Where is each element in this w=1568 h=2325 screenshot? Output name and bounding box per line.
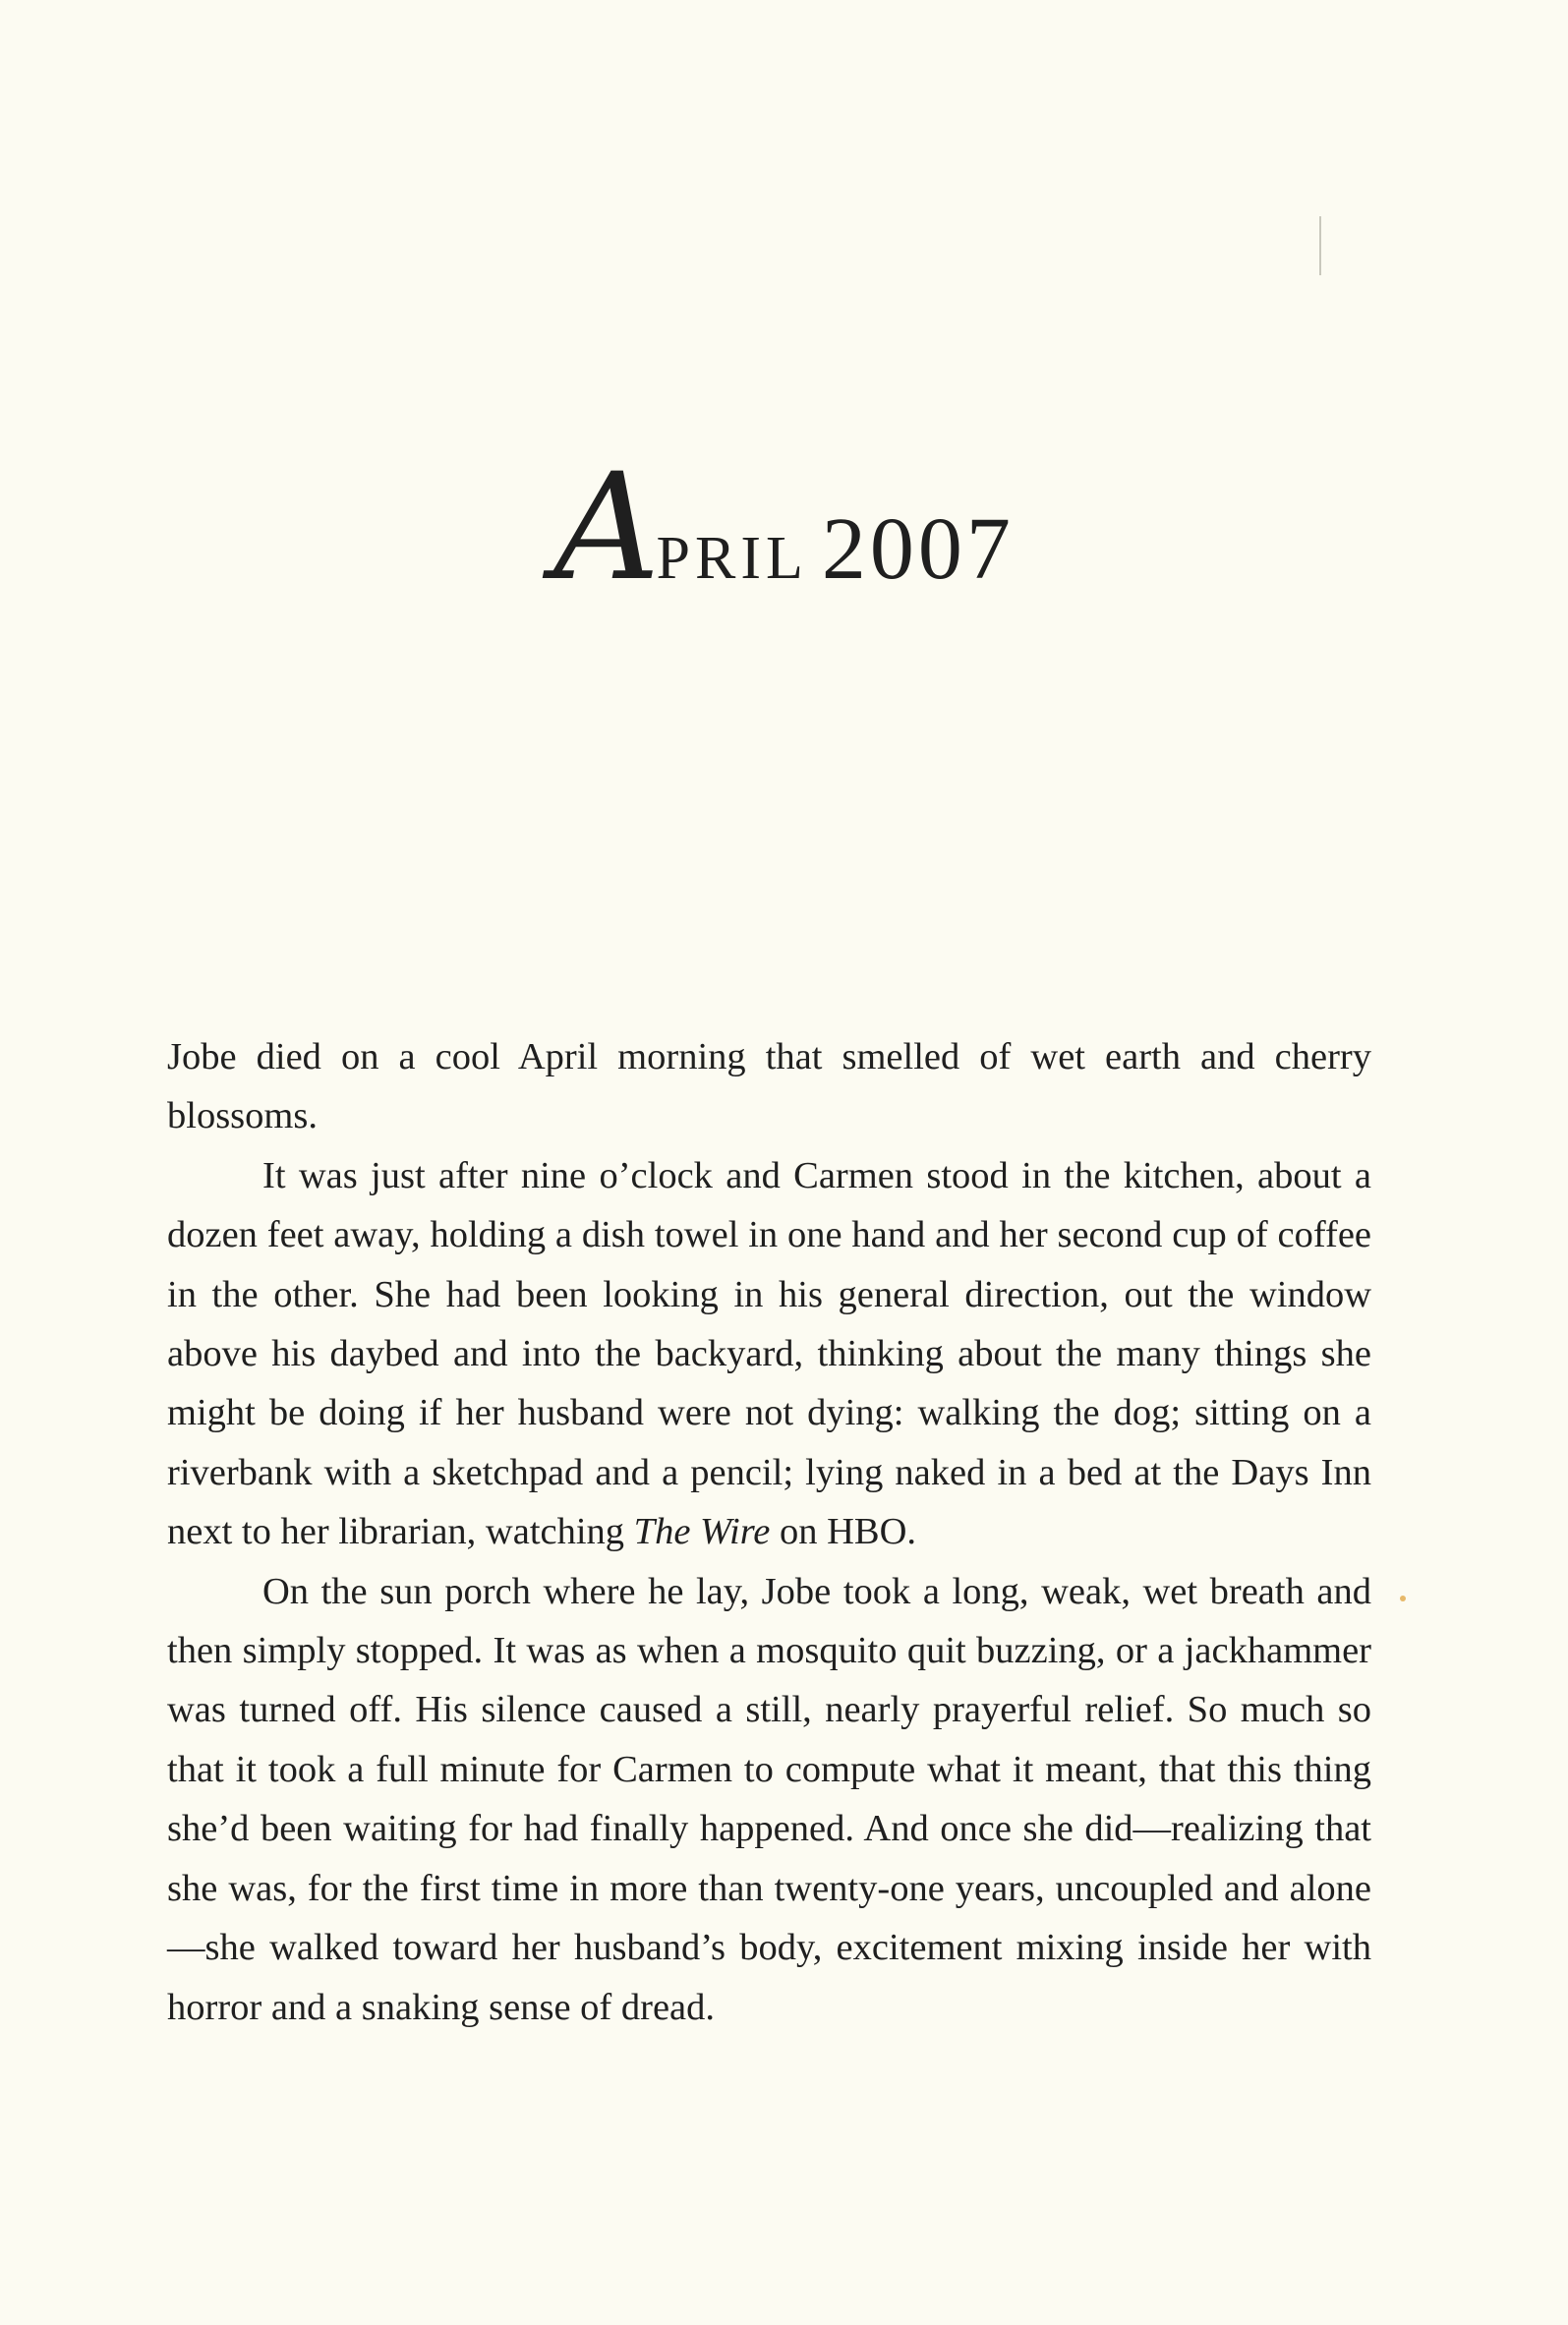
show-title: The Wire <box>633 1511 771 1553</box>
paragraph-2-end: on HBO. <box>770 1511 917 1553</box>
paragraph-1: Jobe died on a cool April morning that smelled of wet earth and cherry blossoms. <box>167 1036 1371 1137</box>
heading-initial: A <box>553 442 657 613</box>
paper-speck <box>1400 1596 1406 1601</box>
paragraph-3: On the sun porch where he lay, Jobe took a long, weak, wet breath and then simply stopped. It was as when a mosquito quit buzzing, or a jackhammer was turned off. His silence caused a still, nearly prayerful relief. So much so that it took a full minute for Carmen to compute what it meant, that this thing she’d been waiting for had finally happened. And once she did—realizing that she was, for the first time in more than twenty-one years, uncoupled and alone—she walked toward her husband’s body, excitement mixing inside her with horror and a snaking sense of dread. <box>167 1570 1371 2028</box>
chapter-body <box>167 1027 1371 2037</box>
heading-month: PRIL <box>656 525 808 592</box>
paragraph-2 <box>167 1146 1371 1562</box>
paragraph-2-text: It was just after nine o’clock and Carmen stood in the kitchen, about a dozen feet away, holding a dish towel in one hand and her second cup of coffee in the other. She had been looking in his general direction, out the window above his daybed and into the backyard, thinking about the many things she might be doing if her husband were not dying: walking the dog; sitting on a riverbank with a sketchpad and a pencil; lying naked in a bed at the Days Inn next to her librarian, watching <box>167 1154 1371 1553</box>
scan-mark <box>1319 216 1321 275</box>
chapter-heading <box>0 442 1568 613</box>
heading-year: 2007 <box>821 500 1015 598</box>
